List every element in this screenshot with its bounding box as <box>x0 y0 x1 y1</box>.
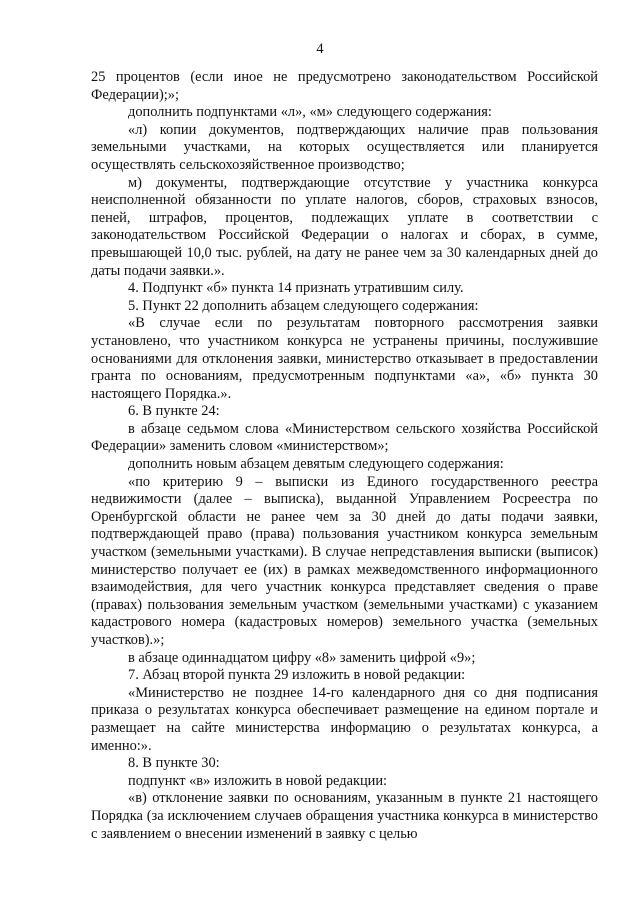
paragraph: дополнить новым абзацем девятым следующего содержания: <box>128 456 504 473</box>
paragraph: в абзаце одиннадцатом цифру «8» заменить цифрой «9»; <box>128 649 476 666</box>
paragraph: в абзаце седьмом слова «Министерством сельского хозяйства Российской Федерации» заменить словом «министерством»; <box>91 420 598 455</box>
paragraph: 6. В пункте 24: <box>128 403 220 420</box>
paragraph: «по критерию 9 – выписки из Единого государственного реестра недвижимости (далее – выписка), выданной Управлением Росреестра по Оренбургской области не ранее чем за 30 дней до даты подачи заявки, подтверждающей право (права) пользования участником конкурса земельным участком (земельными участками). В случае непредставления выписки (выписок) министерство получает ее (их) в рамках межведомственного информационного взаимодействия, для чего участник конкурса представляет сведения о праве (правах) пользования земельным участком (земельными участками) с указанием кадастрового номера (кадастровых номеров) земельного участка (земельных участков).»; <box>91 473 598 648</box>
paragraph: «в) отклонение заявки по основаниям, указанным в пункте 21 настоящего Порядка (за исключением случаев обращения участника конкурса в министерство с заявлением о внесении изменений в заявку с целью <box>91 790 598 842</box>
paragraph: 5. Пункт 22 дополнить абзацем следующего содержания: <box>128 297 479 314</box>
paragraph: 25 процентов (если иное не предусмотрено законодательством Российской Федерации);»; <box>91 69 598 103</box>
paragraph: «Министерство не позднее 14-го календарного дня со дня подписания приказа о результатах конкурса обеспечивает размещение на едином портале и размещает на сайте министерства информацию о результатах конкурса, а именно:». <box>91 684 598 754</box>
paragraph: «л) копии документов, подтверждающих наличие прав пользования земельными участками, на которых осуществляется или планируется осуществлять сельскохозяйственное производство; <box>91 121 598 173</box>
paragraph: «В случае если по результатам повторного рассмотрения заявки установлено, что участником конкурса не устранены причины, послужившие основаниями для отклонения заявки, министерство отказывает в предоставлении гранта по основаниям, предусмотренным подпунктами «а», «б» пункта 30 настоящего Порядка.». <box>91 315 598 402</box>
document-body <box>91 69 598 843</box>
paragraph: 7. Абзац второй пункта 29 изложить в новой редакции: <box>128 667 466 684</box>
paragraph: 8. В пункте 30: <box>128 755 220 772</box>
paragraph: м) документы, подтверждающие отсутствие у участника конкурса неисполненной обязанности по уплате налогов, сборов, страховых взносов, пеней, штрафов, процентов, подлежащих уплате в соответствии с законодательством Российской Федерации о налогах и сборах, в сумме, превышающей 10,0 тыс. рублей, на дату не ранее чем за 30 календарных дней до даты подачи заявки.». <box>91 174 598 279</box>
paragraph: 4. Подпункт «б» пункта 14 признать утратившим силу. <box>128 280 464 297</box>
paragraph: дополнить подпунктами «л», «м» следующего содержания: <box>128 104 492 121</box>
paragraph: подпункт «в» изложить в новой редакции: <box>128 772 388 789</box>
page-number: 4 <box>316 41 324 57</box>
